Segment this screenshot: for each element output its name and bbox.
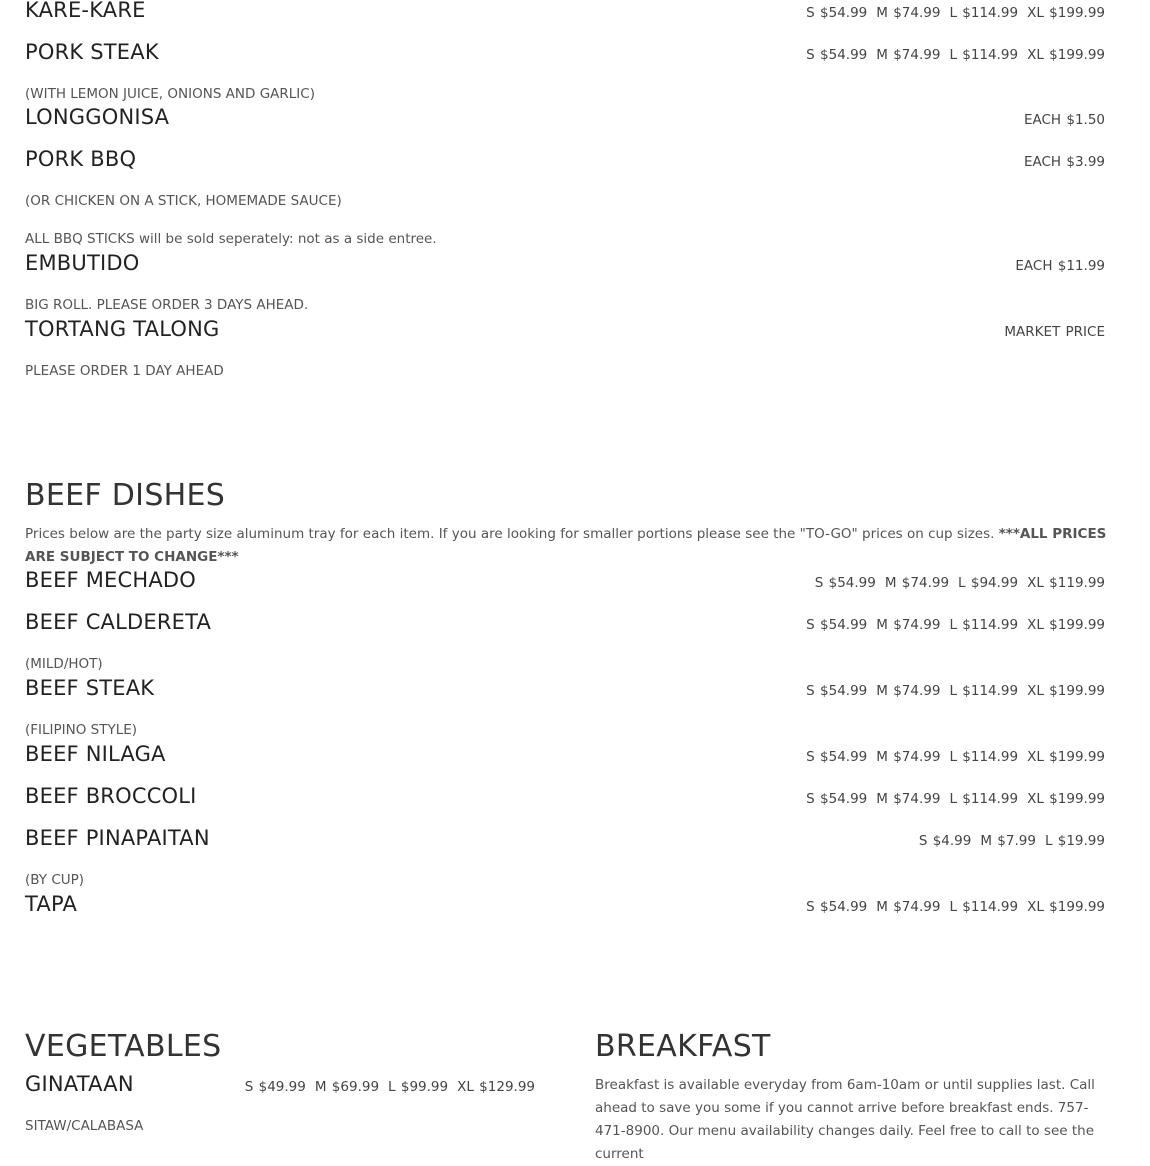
item-prices: S $54.99 M $74.99 L $114.99 XL $199.99 [806, 749, 1105, 765]
menu-item-longgonisa [25, 105, 1105, 129]
item-name: PORK STEAK [25, 40, 159, 64]
menu-item-tapa [25, 892, 1105, 916]
item-name: LONGGONISA [25, 105, 170, 129]
menu-item-kare-kare [25, 0, 1105, 22]
menu-item-beef-nilaga [25, 742, 1105, 766]
item-name: TORTANG TALONG [25, 317, 220, 341]
item-name: BEEF STEAK [25, 676, 155, 700]
item-note: (OR CHICKEN ON A STICK, HOMEMADE SAUCE) [25, 193, 342, 209]
menu-item-beef-steak [25, 676, 1105, 700]
item-prices: S $54.99 M $74.99 L $114.99 XL $199.99 [806, 683, 1105, 699]
item-name: EMBUTIDO [25, 251, 140, 275]
item-note: (BY CUP) [25, 872, 85, 888]
menu-item-pork-steak [25, 40, 1105, 64]
item-name: BEEF CALDERETA [25, 610, 212, 634]
menu-item-embutido [25, 251, 1105, 275]
item-name: BEEF MECHADO [25, 568, 197, 592]
item-prices: S $4.99 M $7.99 L $19.99 [918, 833, 1105, 849]
item-name: KARE-KARE [25, 0, 146, 22]
price-disclaimer: ***ALL PRICES ARE SUBJECT TO CHANGE*** [25, 526, 1107, 565]
item-prices: S $54.99 M $74.99 L $94.99 XL $119.99 [814, 575, 1105, 591]
item-note: BIG ROLL. PLEASE ORDER 3 DAYS AHEAD. [25, 297, 309, 313]
item-note: (MILD/HOT) [25, 656, 103, 672]
item-prices: EACH $11.99 [1015, 258, 1105, 274]
item-prices: S $54.99 M $74.99 L $114.99 XL $199.99 [806, 617, 1105, 633]
section-intro: Prices below are the party size aluminum tray for each item. If you are looking for smaller portions please see the "TO-GO" prices on cup sizes. ***ALL PRICES ARE SUBJECT TO CHANGE*** [25, 526, 1107, 565]
item-prices: S $54.99 M $74.99 L $114.99 XL $199.99 [806, 5, 1105, 21]
item-prices: MARKET PRICE [1004, 324, 1105, 340]
menu-item-tortang-talong [25, 317, 1105, 341]
item-name: BEEF NILAGA [25, 742, 166, 766]
menu-item-beef-mechado [25, 568, 1105, 592]
item-note: PLEASE ORDER 1 DAY AHEAD [25, 363, 224, 379]
item-prices: EACH $1.50 [1023, 112, 1105, 128]
menu-item-ginataan [25, 1072, 535, 1096]
item-note: (WITH LEMON JUICE, ONIONS AND GARLIC) [25, 86, 315, 102]
section-title-vegetables: VEGETABLES [25, 1029, 222, 1064]
section-title-breakfast: BREAKFAST [595, 1029, 771, 1064]
item-note: (FILIPINO STYLE) [25, 722, 138, 738]
item-prices: S $49.99 M $69.99 L $99.99 XL $129.99 [244, 1079, 535, 1095]
section-title-beef: BEEF DISHES [25, 478, 226, 513]
item-prices: EACH $3.99 [1023, 154, 1105, 170]
menu-item-beef-caldereta [25, 610, 1105, 634]
menu-item-pork-bbq [25, 147, 1105, 171]
item-prices: S $54.99 M $74.99 L $114.99 XL $199.99 [806, 47, 1105, 63]
item-name: BEEF PINAPAITAN [25, 826, 210, 850]
item-prices: S $54.99 M $74.99 L $114.99 XL $199.99 [806, 899, 1105, 915]
item-prices: S $54.99 M $74.99 L $114.99 XL $199.99 [806, 791, 1105, 807]
item-name: GINATAAN [25, 1072, 134, 1096]
menu-item-beef-pinapaitan [25, 826, 1105, 850]
item-name: BEEF BROCCOLI [25, 784, 197, 808]
menu-item-beef-broccoli [25, 784, 1105, 808]
item-name: TAPA [25, 892, 78, 916]
breakfast-description: Breakfast is available everyday from 6am-10am or until supplies last. Call ahead to save you some if you cannot arrive before breakfast ends. 757-471-8900. Our menu availability changes daily. Feel free to call to see the current [595, 1077, 1095, 1162]
item-note-secondary: ALL BBQ STICKS will be sold seperately: not as a side entree. [25, 231, 437, 247]
item-note: SITAW/CALABASA [25, 1118, 144, 1134]
item-name: PORK BBQ [25, 147, 137, 171]
